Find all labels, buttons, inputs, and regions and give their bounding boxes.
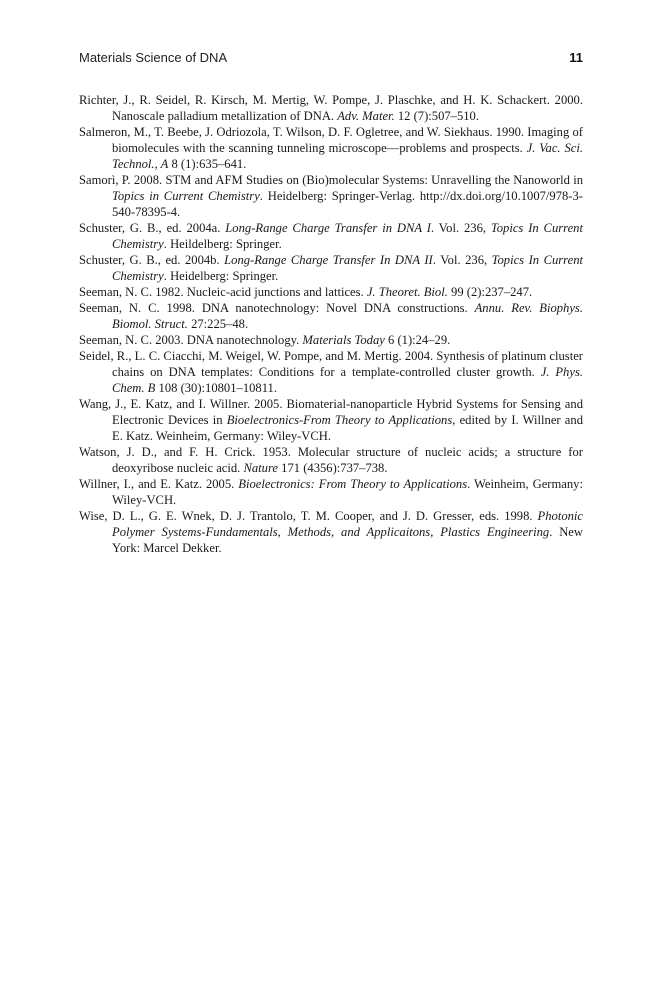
- reference-text: Seidel, R., L. C. Ciacchi, M. Weigel, W. Pompe, and M. Mertig. 2004. Synthesis of platinum cluster chains on DNA templates: Conditions for a template-controlled cluster growth.: [79, 349, 583, 379]
- reference-italic-text: Photonic Polymer Systems-Fundamentals, Methods, and Applicaitons, Plastics Engineering: [112, 509, 583, 539]
- reference-italic-text: Long-Range Charge Transfer in DNA I: [225, 221, 431, 235]
- reference-text: . Heidelberg: Springer-Verlag. http://dx.doi.org/10.1007/978-3-540-78395-4.: [112, 189, 583, 219]
- reference-entry: [79, 284, 583, 300]
- reference-italic-text: J. Theoret. Biol.: [366, 285, 448, 299]
- reference-entry: [79, 124, 583, 172]
- reference-italic-text: Topics In Current Chemistry: [112, 221, 583, 251]
- reference-text: Samorì, P. 2008. STM and AFM Studies on (Bio)molecular Systems: Unravelling the Nanoworld in: [79, 173, 583, 187]
- reference-list: [79, 92, 583, 556]
- reference-text: . Heidelberg: Springer.: [163, 269, 279, 283]
- reference-entry: [79, 220, 583, 252]
- reference-italic-text: Annu. Rev. Biophys. Biomol. Struct.: [112, 301, 583, 331]
- reference-text: 27:225–48.: [187, 317, 249, 331]
- reference-entry: [79, 92, 583, 124]
- reference-text: Seeman, N. C. 1982. Nucleic-acid junctions and lattices.: [79, 285, 367, 299]
- reference-text: . Weinheim, Germany: Wiley-VCH.: [112, 477, 583, 507]
- reference-entry: [79, 172, 583, 220]
- reference-text: Schuster, G. B., ed. 2004b.: [79, 253, 225, 267]
- reference-text: 12 (7):507–510.: [394, 109, 480, 123]
- running-header: [79, 50, 583, 70]
- reference-entry: [79, 396, 583, 444]
- reference-text: Seeman, N. C. 1998. DNA nanotechnology: Novel DNA constructions.: [79, 301, 475, 315]
- reference-italic-text: Adv. Mater.: [337, 109, 395, 123]
- reference-text: . New York: Marcel Dekker.: [112, 525, 583, 555]
- reference-italic-text: Topics In Current Chemistry: [112, 253, 583, 283]
- reference-italic-text: J. Phys. Chem. B: [112, 365, 583, 395]
- reference-text: . Vol. 236,: [432, 253, 492, 267]
- reference-text: 8 (1):635–641.: [168, 157, 247, 171]
- reference-entry: [79, 444, 583, 476]
- reference-italic-text: Bioelectronics-From Theory to Applications: [226, 413, 453, 427]
- reference-italic-text: Bioelectronics: From Theory to Applications: [238, 477, 468, 491]
- reference-text: . Vol. 236,: [430, 221, 491, 235]
- page-number: 11: [569, 50, 583, 65]
- reference-text: 171 (4356):737–738.: [278, 461, 388, 475]
- reference-text: Willner, I., and E. Katz. 2005.: [79, 477, 239, 491]
- reference-entry: [79, 476, 583, 508]
- reference-entry: [79, 508, 583, 556]
- running-title: Materials Science of DNA: [79, 50, 228, 65]
- reference-italic-text: Nature: [243, 461, 279, 475]
- reference-entry: [79, 300, 583, 332]
- reference-entry: [79, 348, 583, 396]
- reference-text: Seeman, N. C. 2003. DNA nanotechnology.: [79, 333, 303, 347]
- reference-italic-text: Materials Today: [302, 333, 385, 347]
- reference-text: . Heildelberg: Springer.: [163, 237, 282, 251]
- reference-text: Wise, D. L., G. E. Wnek, D. J. Trantolo, T. M. Cooper, and J. D. Gresser, eds. 1998.: [79, 509, 538, 523]
- reference-italic-text: Topics in Current Chemistry: [112, 189, 260, 203]
- reference-text: Salmeron, M., T. Beebe, J. Odriozola, T. Wilson, D. F. Ogletree, and W. Siekhaus. 1990. Imaging of biomolecules with the scanning tunneling microscope—problems and prospects.: [79, 125, 583, 155]
- reference-text: Wang, J., E. Katz, and I. Willner. 2005. Biomaterial-nanoparticle Hybrid Systems for Sensing and Electronic Devices in: [79, 397, 583, 427]
- reference-entry: [79, 252, 583, 284]
- reference-text: 6 (1):24–29.: [384, 333, 451, 347]
- reference-text: 108 (30):10801–10811.: [155, 381, 277, 395]
- reference-text: Schuster, G. B., ed. 2004a.: [79, 221, 226, 235]
- reference-italic-text: J. Vac. Sci. Technol., A: [112, 141, 583, 171]
- reference-text: Richter, J., R. Seidel, R. Kirsch, M. Mertig, W. Pompe, J. Plaschke, and H. K. Schackert. 2000. Nanoscale palladium metallization of DNA.: [79, 93, 583, 123]
- reference-entry: [79, 332, 583, 348]
- reference-text: Watson, J. D., and F. H. Crick. 1953. Molecular structure of nucleic acids; a structure for deoxyribose nucleic acid.: [79, 445, 583, 475]
- reference-text: 99 (2):237–247.: [447, 285, 533, 299]
- reference-italic-text: Long-Range Charge Transfer In DNA II: [224, 253, 433, 267]
- reference-text: , edited by I. Willner and E. Katz. Weinheim, Germany: Wiley-VCH.: [112, 413, 583, 443]
